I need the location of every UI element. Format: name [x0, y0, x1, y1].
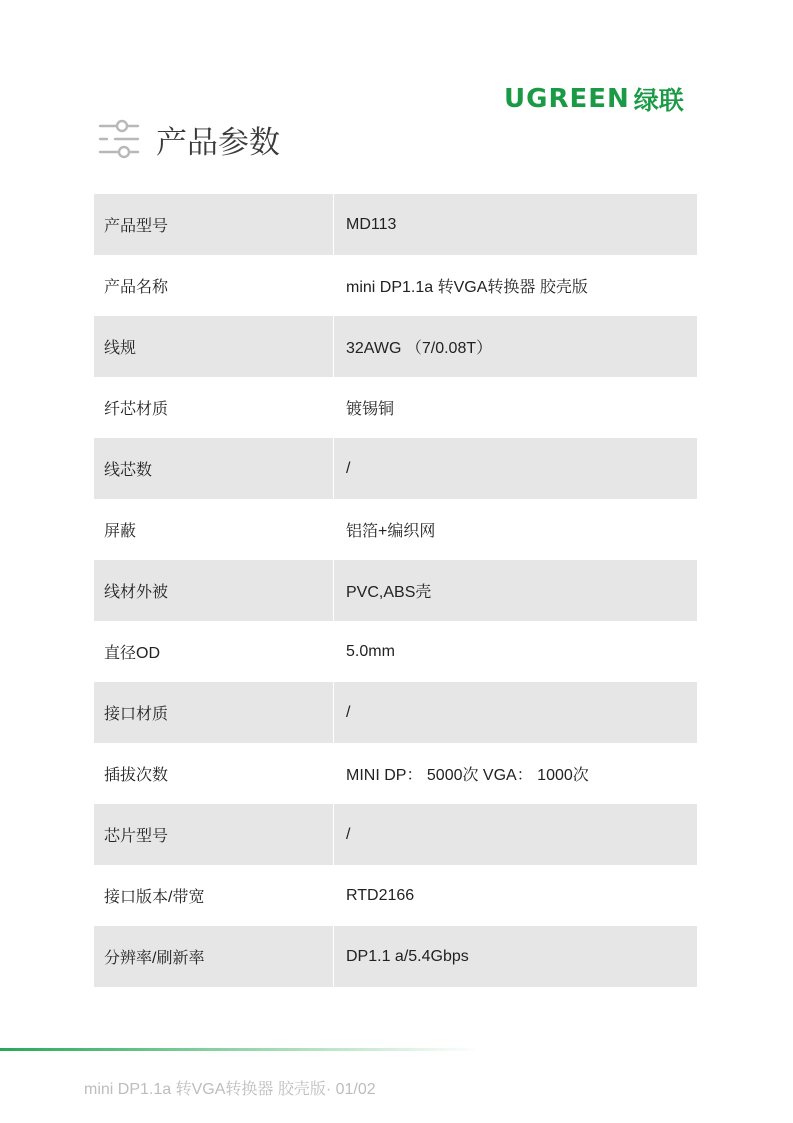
spec-value: mini DP1.1a 转VGA转换器 胶壳版	[346, 279, 588, 296]
table-row	[94, 743, 697, 804]
footer-divider	[0, 1048, 480, 1051]
footer-caption: mini DP1.1a 转VGA转换器 胶壳版· 01/02	[84, 1081, 376, 1098]
section-header	[98, 116, 280, 162]
spec-table	[94, 194, 697, 987]
table-row	[94, 865, 697, 926]
spec-key: 纤芯材质	[94, 377, 334, 438]
spec-value: DP1.1 a/5.4Gbps	[346, 947, 469, 965]
spec-value: /	[346, 703, 351, 721]
table-row	[94, 255, 697, 316]
spec-value: RTD2166	[346, 886, 415, 904]
brand-logo-latin: UGREEN	[504, 84, 630, 114]
spec-key: 插拔次数	[94, 743, 334, 804]
spec-value: 铝箔+编织网	[346, 523, 436, 540]
spec-key: 线芯数	[94, 438, 334, 499]
brand-logo-cn: 绿联	[633, 86, 684, 115]
table-row	[94, 682, 697, 743]
spec-value: MINI DP： 5000次 VGA： 1000次	[346, 767, 589, 784]
spec-value: /	[346, 825, 351, 843]
table-row	[94, 438, 697, 499]
spec-value: 5.0mm	[346, 642, 395, 660]
spec-key: 分辨率/刷新率	[94, 926, 334, 987]
spec-key: 产品名称	[94, 255, 334, 316]
spec-key: 芯片型号	[94, 804, 334, 865]
table-row	[94, 560, 697, 621]
spec-key: 接口版本/带宽	[94, 865, 334, 926]
table-row	[94, 377, 697, 438]
page-title: 产品参数	[156, 124, 280, 161]
spec-key: 线材外被	[94, 560, 334, 621]
spec-key: 线规	[94, 316, 334, 377]
spec-value: /	[346, 459, 351, 477]
table-row	[94, 926, 697, 987]
spec-value: 镀锡铜	[346, 401, 395, 418]
brand-logo	[504, 84, 684, 114]
table-row	[94, 804, 697, 865]
spec-value: 32AWG （7/0.08T）	[346, 340, 493, 357]
spec-value: PVC,ABS壳	[346, 584, 432, 601]
spec-key: 屏蔽	[94, 499, 334, 560]
spec-key: 接口材质	[94, 682, 334, 743]
table-row	[94, 621, 697, 682]
spec-key: 产品型号	[94, 194, 334, 255]
table-row	[94, 316, 697, 377]
table-row	[94, 194, 697, 255]
sliders-icon	[98, 118, 140, 160]
spec-value: MD113	[346, 215, 397, 233]
spec-key: 直径OD	[94, 621, 334, 682]
table-row	[94, 499, 697, 560]
